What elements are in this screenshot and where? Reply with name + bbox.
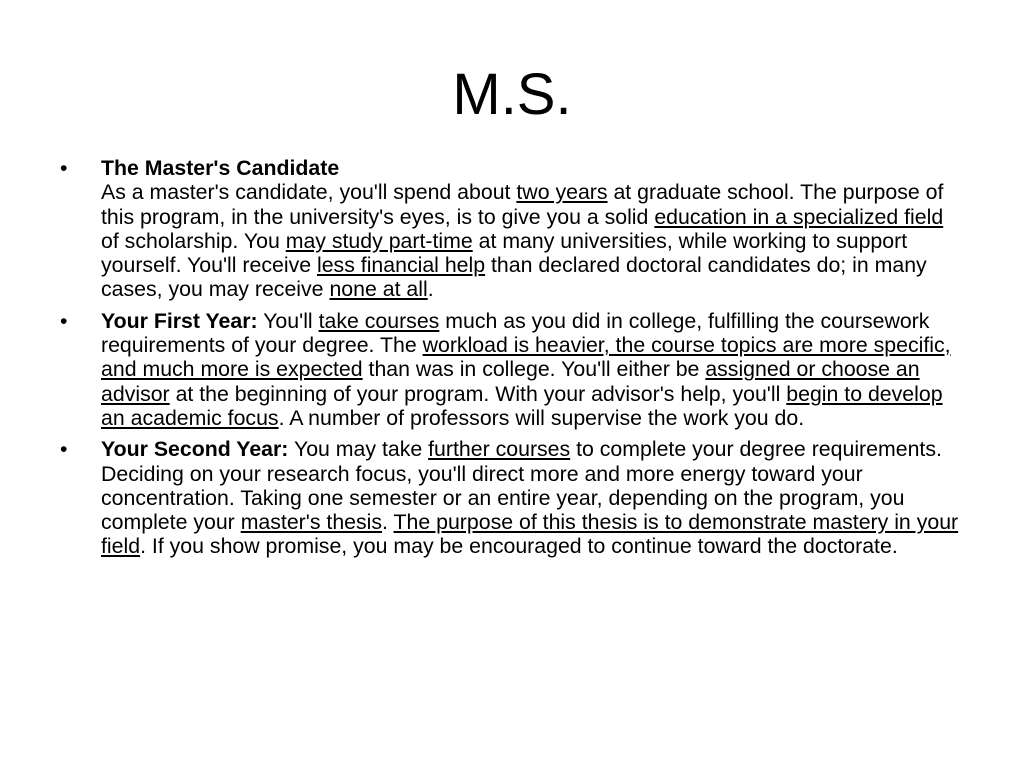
bullet-list: [60, 156, 965, 566]
bullet-text: much as you did in college, fulfilling the coursework requirements of your degree. The: [101, 308, 930, 358]
bullet-heading: Your First Year:: [101, 308, 258, 333]
underlined-phrase: further courses: [428, 437, 571, 462]
underlined-phrase: may study part-time: [285, 228, 473, 253]
bullet-dot-icon: •: [60, 437, 68, 462]
underlined-phrase: The purpose of this thesis is to demonstrate mastery in your field: [101, 510, 959, 559]
underlined-phrase: begin to develop an academic focus: [101, 381, 943, 430]
bullet-text: . A number of professors will supervise the work you do.: [278, 405, 805, 430]
underlined-phrase: master's thesis: [240, 510, 383, 535]
bullet-text: than declared doctoral candidates do; in many cases, you may receive: [101, 253, 927, 302]
slide-title: M.S.: [452, 62, 572, 127]
underlined-phrase: education in a specialized field: [654, 204, 944, 229]
bullet-text: You may take: [293, 437, 429, 462]
bullet-text: .: [427, 277, 434, 302]
bullet-text: . If you show promise, you may be encouraged to continue toward the doctorate.: [140, 534, 898, 559]
bullet-text: than was in college. You'll either be: [362, 357, 706, 382]
bullet-text: .: [382, 510, 394, 535]
underlined-phrase: none at all: [329, 277, 428, 302]
bullet-text: at graduate school. The purpose of this program, in the university's eyes, is to give you a solid: [101, 180, 944, 229]
bullet-heading: Your Second Year:: [101, 437, 289, 462]
underlined-phrase: less financial help: [316, 253, 486, 278]
bullet-text: to complete your degree requirements. Deciding on your research focus, you'll direct more and more energy toward your concentration. Taking one semester or an entire year, depending on the program, you complete your: [101, 437, 942, 535]
bullet-text: You'll: [263, 308, 319, 333]
underlined-phrase: take courses: [318, 308, 440, 333]
bullet-text: at the beginning of your program. With your advisor's help, you'll: [169, 381, 787, 406]
underlined-phrase: two years: [516, 180, 608, 205]
bullet-item: [60, 156, 965, 302]
bullet-heading: The Master's Candidate: [101, 156, 340, 180]
bullet-item: [60, 309, 965, 430]
bullet-text: of scholarship. You: [101, 228, 286, 253]
underlined-phrase: assigned or choose an advisor: [101, 357, 920, 406]
bullet-text: at many universities, while working to support yourself. You'll receive: [101, 228, 908, 278]
bullet-dot-icon: •: [60, 156, 68, 180]
bullet-item: [60, 437, 965, 558]
bullet-dot-icon: •: [60, 308, 68, 333]
bullet-text: As a master's candidate, you'll spend about: [101, 180, 517, 205]
underlined-phrase: workload is heavier, the course topics are more specific, and much more is expected: [101, 333, 951, 382]
